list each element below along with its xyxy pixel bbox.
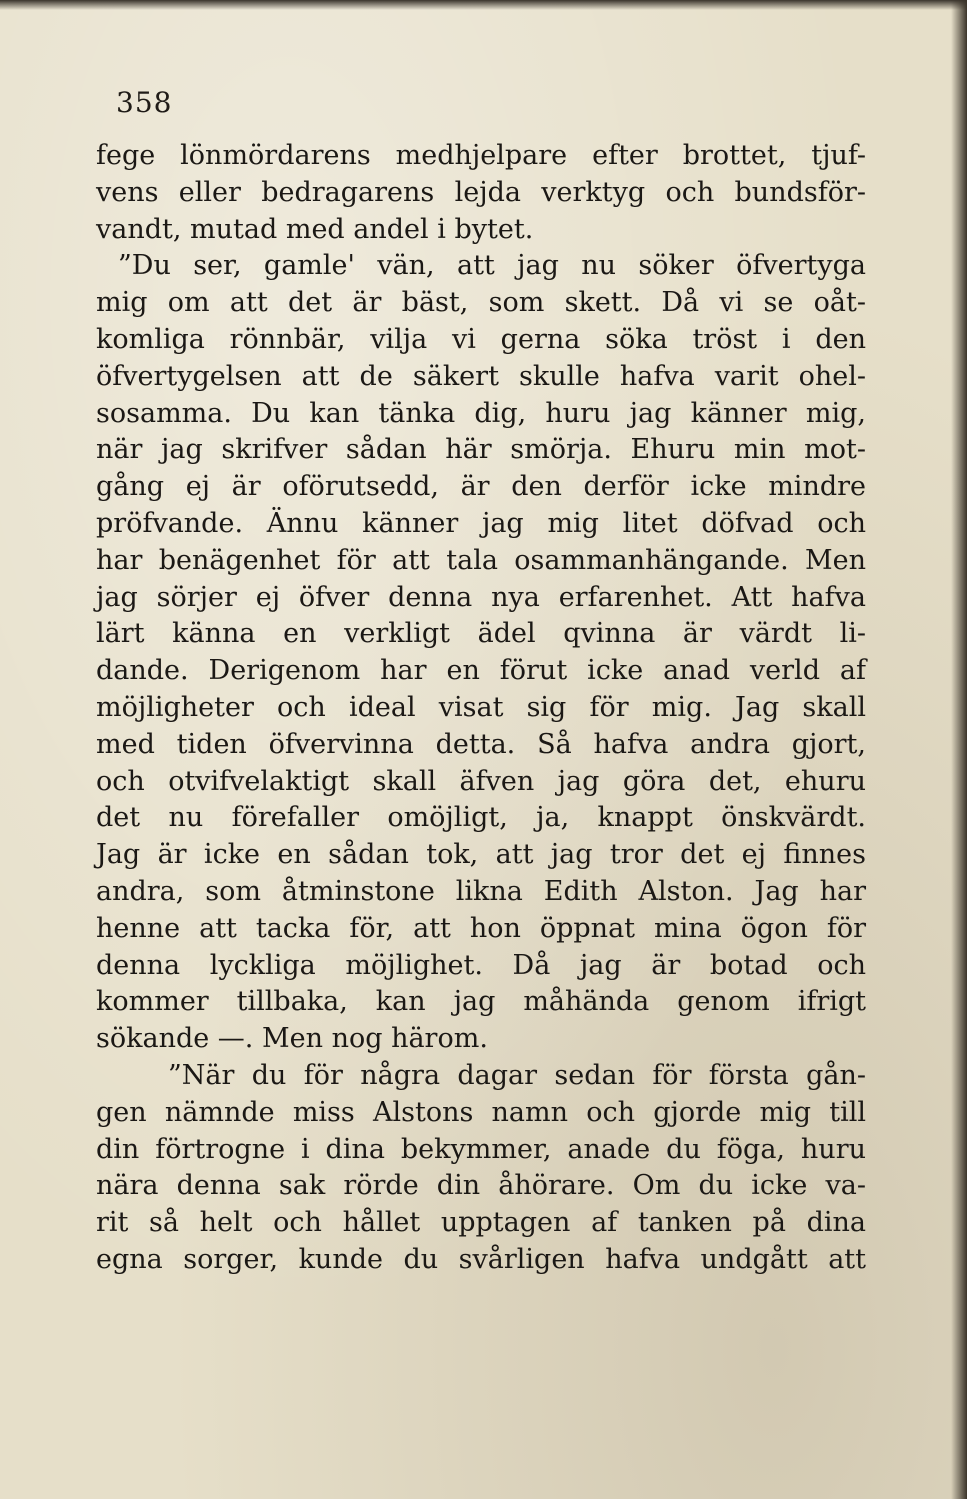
text-line: henne att tacka för, att hon öppnat mina ögon för [96,912,866,944]
text-line: när jag skrifver sådan här smörja. Ehuru min mot- [96,434,866,466]
text-line: komliga rönnbär, vilja vi gerna söka tröst i den [96,323,866,355]
text-line: och otvifvelaktigt skall äfven jag göra det, ehuru [96,765,866,797]
text-line: Jag är icke en sådan tok, att jag tror det ej finnes [96,839,866,871]
page-number: 358 [116,86,173,119]
page-top-edge-shadow [0,0,967,10]
text-line: pröfvande. Ännu känner jag mig litet döfvad och [96,507,866,539]
text-line: ”Du ser, gamle' vän, att jag nu söker öfvertyga [118,250,866,282]
text-line: rit så helt och hållet upptagen af tanken på dina [96,1207,866,1239]
text-line: det nu förefaller omöjligt, ja, knappt önskvärdt. [96,802,866,834]
text-line: vens eller bedragarens lejda verktyg och bundsför- [96,176,866,208]
text-line: jag sörjer ej öfver denna nya erfarenhet. Att hafva [96,581,866,613]
text-line: egna sorger, kunde du svårligen hafva undgått att [96,1243,866,1275]
text-line: din förtrogne i dina bekymmer, anade du föga, huru [96,1133,866,1165]
text-line: möjligheter och ideal visat sig för mig. Jag skall [96,691,866,723]
text-line: denna lyckliga möjlighet. Då jag är botad och [96,949,866,981]
text-line: nära denna sak rörde din åhörare. Om du icke va- [96,1170,866,1202]
text-line: gång ej är oförutsedd, är den derför icke mindre [96,471,866,503]
body-text [96,138,866,1279]
text-line: sökande —. Men nog härom. [96,1023,488,1055]
text-line: kommer tillbaka, kan jag måhända genom ifrigt [96,986,866,1018]
text-line: har benägenhet för att tala osammanhängande. Men [96,544,866,576]
text-line: lärt känna en verkligt ädel qvinna är värdt li- [96,618,866,650]
text-line: ”När du för några dagar sedan för första gån- [168,1059,866,1091]
text-line: fege lönmördarens medhjelpare efter brottet, tjuf- [96,140,866,171]
text-line: gen nämnde miss Alstons namn och gjorde mig till [96,1096,866,1128]
text-line: andra, som åtminstone likna Edith Alston. Jag har [96,875,866,907]
text-line: dande. Derigenom har en förut icke anad verld af [96,655,866,687]
text-line: mig om att det är bäst, som skett. Då vi se oåt- [96,287,866,319]
text-line: vandt, mutad med andel i bytet. [96,213,534,245]
text-line: med tiden öfvervinna detta. Så hafva andra gjort, [96,728,866,760]
text-line: sosamma. Du kan tänka dig, huru jag känner mig, [96,397,866,429]
page-right-edge-shadow [951,0,967,1499]
text-line: öfvertygelsen att de säkert skulle hafva varit ohel- [96,360,866,392]
